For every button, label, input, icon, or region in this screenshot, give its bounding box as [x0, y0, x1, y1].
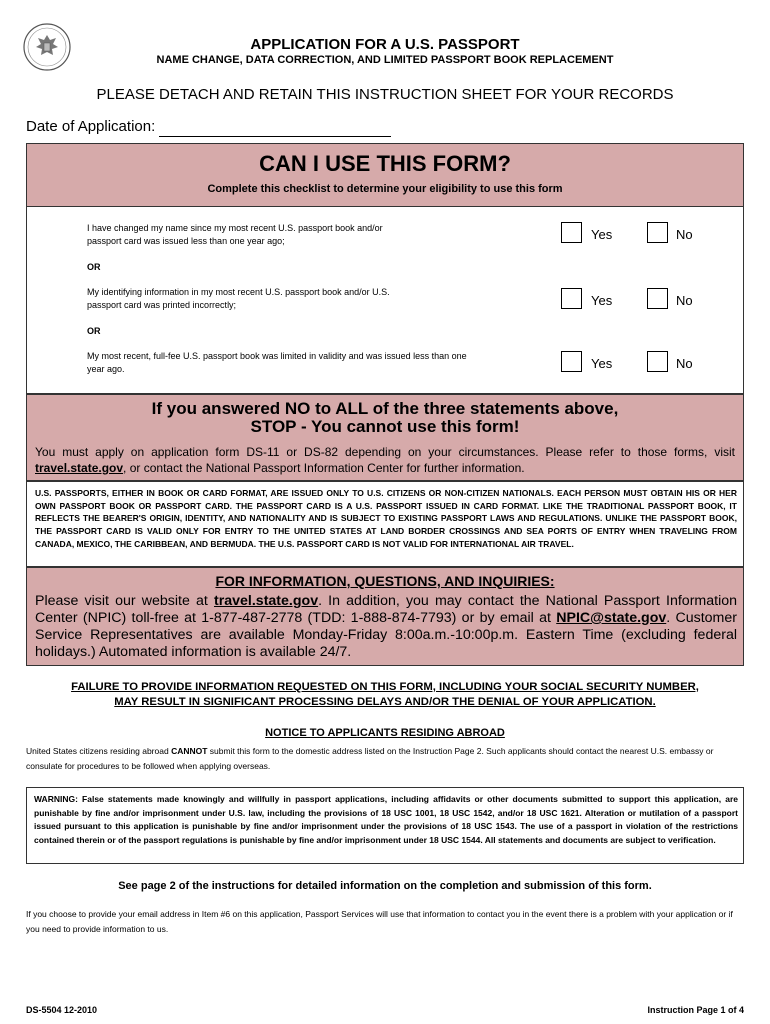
- checkbox-yes-3[interactable]: [561, 351, 582, 372]
- no-label-2: No: [676, 293, 693, 308]
- form-number: DS-5504 12-2010: [26, 1005, 98, 1015]
- yes-label-2: Yes: [591, 293, 613, 308]
- yes-label-1: Yes: [591, 227, 613, 242]
- form-title: APPLICATION FOR A U.S. PASSPORT: [250, 36, 520, 53]
- passports-notice: U.S. PASSPORTS, EITHER IN BOOK OR CARD FORMAT, ARE ISSUED ONLY TO U.S. CITIZENS OR NON-CITIZEN NATIONALS. EACH PERSON MUST OBTAIN HIS OR HER OWN PASSPORT BOOK OR PASSPORT CARD. THE PASSPORT CARD IS A U.S. PASSPORT ISSUED IN CARD FORMAT. LIKE THE TRADITIONAL PASSPORT BOOK, IT REFLECTS THE BEARER'S ORIGIN, IDENTITY, AND NATIONALITY AND IS SUBJECT TO EXISTING PASSPORT LAWS AND REGULATIONS. UNLIKE THE PASSPORT BOOK, THE PASSPORT CARD IS VALID ONLY FOR ENTRY TO THE UNITED STATES AT LAND BORDER CROSSINGS AND SEA PORTS OF ENTRY WHEN TRAVELING FROM CANADA, MEXICO, THE CARIBBEAN, AND BERMUDA. THE U.S. PASSPORT CARD IS NOT VALID FOR INTERNATIONAL AIR TRAVEL.: [35, 488, 737, 549]
- notice-abroad-heading: NOTICE TO APPLICANTS RESIDING ABROAD: [265, 727, 505, 739]
- checkbox-no-3[interactable]: [647, 351, 668, 372]
- or-label-2: OR: [87, 326, 101, 336]
- checkbox-no-2[interactable]: [647, 288, 668, 309]
- travel-state-gov-link[interactable]: travel.state.gov: [35, 461, 124, 475]
- checkbox-yes-1[interactable]: [561, 222, 582, 243]
- yes-label-3: Yes: [591, 356, 613, 371]
- checkbox-no-1[interactable]: [647, 222, 668, 243]
- email-link[interactable]: NPIC@state.gov: [556, 610, 667, 626]
- checklist-statement-1: I have changed my name since my most recent U.S. passport book and/or passport card was issued less than one year ago;: [87, 223, 383, 246]
- info-heading: FOR INFORMATION, QUESTIONS, AND INQUIRIES:: [215, 573, 555, 589]
- checkbox-yes-2[interactable]: [561, 288, 582, 309]
- failure-notice: FAILURE TO PROVIDE INFORMATION REQUESTED ON THIS FORM, INCLUDING YOUR SOCIAL SECURITY NUMBER, MAY RESULT IN SIGNIFICANT PROCESSING DELAYS AND/OR THE DENIAL OF YOUR APPLICATION.: [71, 681, 699, 708]
- checklist-subheading: Complete this checklist to determine your eligibility to use this form: [207, 183, 563, 195]
- no-label-3: No: [676, 356, 693, 371]
- notice-abroad-body: United States citizens residing abroad CANNOT submit this form to the domestic address listed on the Instruction Page 2. Such applicants should contact the nearest U.S. embassy or consulate for procedures to be followed when applying overseas.: [26, 746, 714, 771]
- detach-notice: PLEASE DETACH AND RETAIN THIS INSTRUCTION SHEET FOR YOUR RECORDS: [96, 86, 674, 103]
- answer-line-1: If you answered NO to ALL of the three statements above,: [151, 399, 619, 418]
- no-label-1: No: [676, 227, 693, 242]
- checklist-heading: CAN I USE THIS FORM?: [259, 151, 511, 176]
- answer-body: You must apply on application form DS-11 or DS-82 depending on your circumstances. Please refer to those forms, visit travel.state.gov, or contact the National Passport Information Center for further information.: [35, 445, 735, 475]
- see-page-note: See page 2 of the instructions for detailed information on the completion and submission of this form.: [118, 880, 652, 892]
- or-label-1: OR: [87, 262, 101, 272]
- date-of-application-label: Date of Application:: [26, 118, 156, 135]
- answer-line-2: STOP - You cannot use this form!: [250, 417, 520, 436]
- website-link[interactable]: travel.state.gov: [214, 593, 319, 609]
- checklist-statement-2: My identifying information in my most recent U.S. passport book and/or U.S. passport card was printed incorrectly;: [87, 287, 390, 310]
- info-body: Please visit our website at travel.state.gov. In addition, you may contact the National Passport Information Center (NPIC) toll-free at 1-877-487-2778 (TDD: 1-888-874-7793) or by email at NPIC@state.gov. Customer Service Representatives are available Monday-Friday 8:00a.m.-10:00p.m. Eastern Time (excluding federal holidays.) Automated information is available 24/7.: [35, 593, 737, 660]
- email-note: If you choose to provide your email address in Item #6 on this application, Passport Services will use that information to contact you in the event there is a problem with your application or if you need to provide information to us.: [26, 909, 733, 934]
- checklist-statement-3: My most recent, full-fee U.S. passport book was limited in validity and was issued less than one year ago.: [87, 351, 467, 374]
- form-subtitle: NAME CHANGE, DATA CORRECTION, AND LIMITED PASSPORT BOOK REPLACEMENT: [156, 54, 614, 66]
- date-of-application-field[interactable]: [159, 136, 391, 137]
- warning-text: WARNING: False statements made knowingly and willfully in passport applications, including affidavits or other documents submitted to support this application, are punishable by fine and/or imprisonment under U.S. law, including the provisions of 18 USC 1001, 18 USC 1542, and/or 18 USC 1621. Alteration or mutilation of a passport issued pursuant to this application is punishable by fine and/or imprisonment under the provisions of 18 USC 1543. The use of a passport in violation of the restrictions contained therein or of the passport regulations is punishable by fine and/or imprisonment under 18 USC 1544. All statements and documents are subject to verification.: [34, 794, 738, 845]
- page-number: Instruction Page 1 of 4: [647, 1005, 744, 1015]
